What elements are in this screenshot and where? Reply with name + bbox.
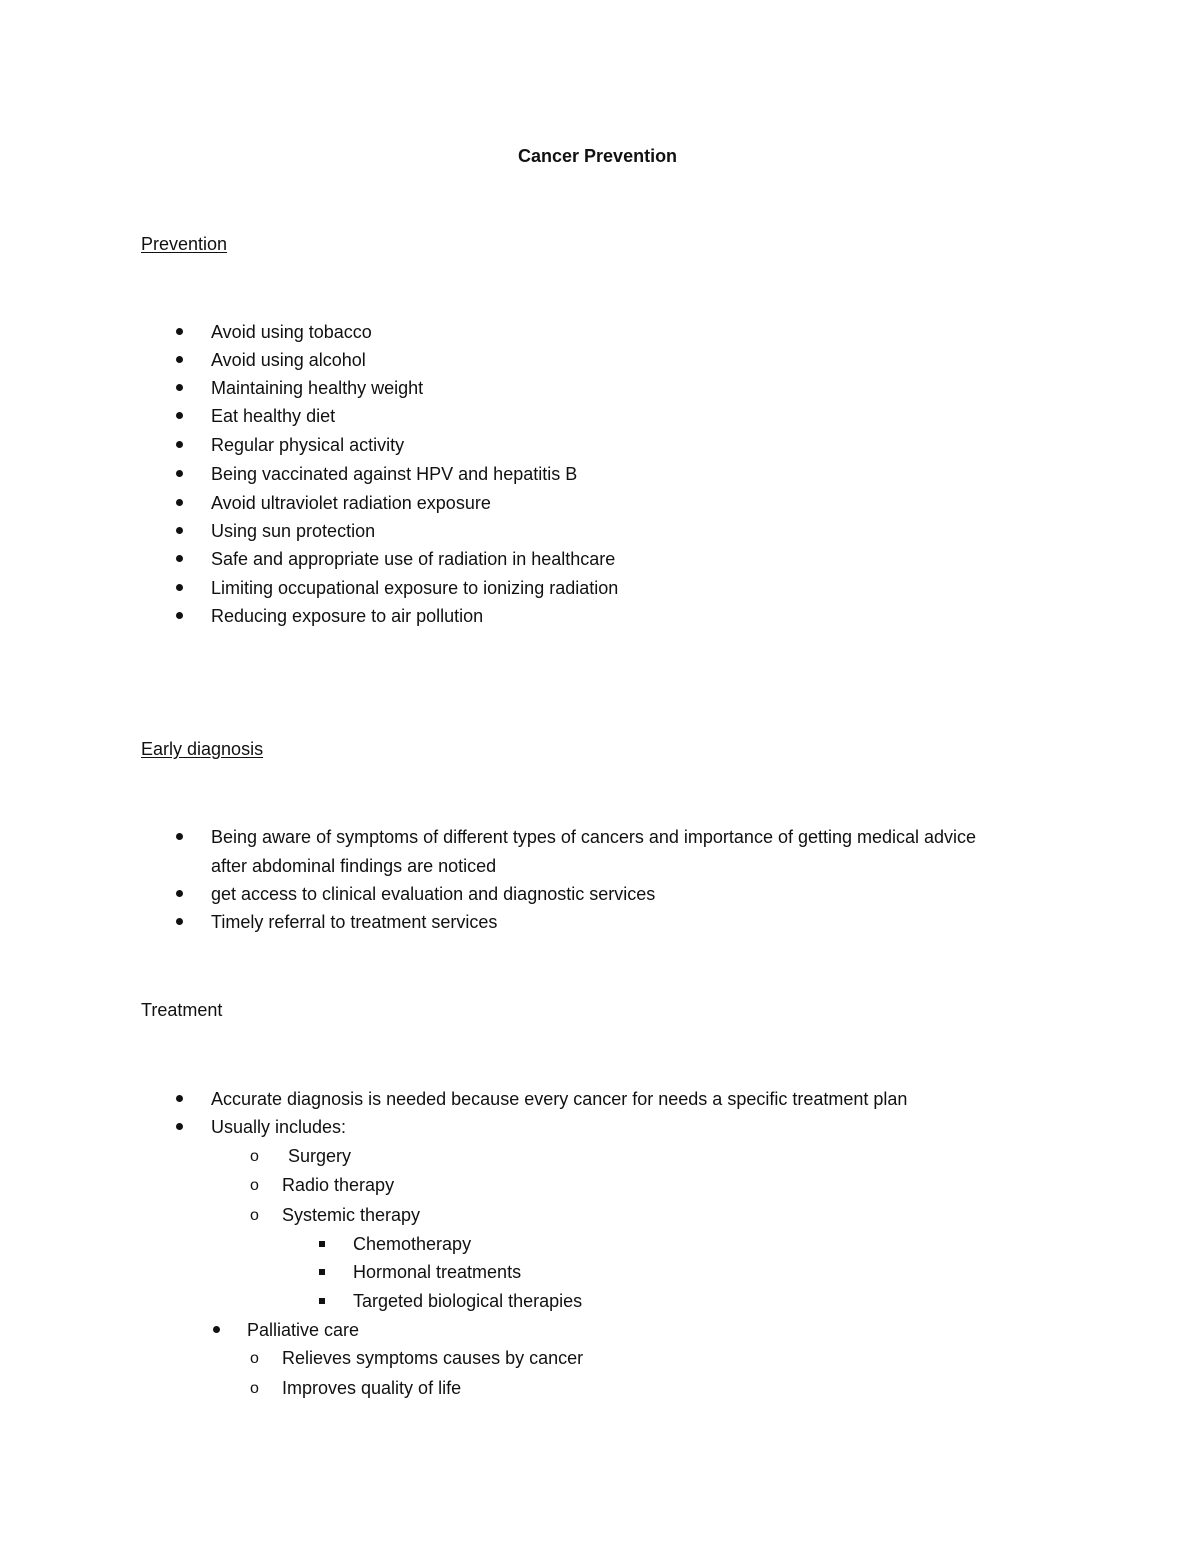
bullet-icon bbox=[213, 1319, 220, 1333]
bullet-icon bbox=[176, 911, 183, 925]
list-item: Accurate diagnosis is needed because every cancer for needs a specific treatment plan bbox=[211, 1089, 908, 1109]
list-item: Regular physical activity bbox=[211, 435, 405, 455]
sub-sub-list-item: Chemotherapy bbox=[353, 1234, 472, 1254]
circle-bullet-icon: o bbox=[250, 1380, 259, 1397]
list-item: Timely referral to treatment services bbox=[211, 912, 498, 932]
list-item: Safe and appropriate use of radiation in healthcare bbox=[211, 549, 616, 569]
list-item: Maintaining healthy weight bbox=[211, 378, 424, 398]
bullet-icon bbox=[176, 377, 183, 391]
list-item: Using sun protection bbox=[211, 521, 376, 541]
circle-bullet-icon: o bbox=[250, 1207, 259, 1224]
bullet-icon bbox=[176, 520, 183, 534]
list-item: Avoid using tobacco bbox=[211, 322, 372, 342]
bullet-icon bbox=[176, 883, 183, 897]
bullet-icon bbox=[176, 434, 183, 448]
list-item: Usually includes: bbox=[211, 1117, 347, 1137]
list-item: Reducing exposure to air pollution bbox=[211, 606, 484, 626]
sub-list-item: Radio therapy bbox=[282, 1175, 395, 1195]
page-title: Cancer Prevention bbox=[518, 146, 678, 166]
bullet-icon bbox=[176, 405, 183, 419]
section-heading-treatment: Treatment bbox=[141, 1000, 223, 1020]
sub-list-item: Improves quality of life bbox=[282, 1378, 462, 1398]
list-item: Avoid using alcohol bbox=[211, 350, 366, 370]
list-item: Eat healthy diet bbox=[211, 406, 336, 426]
list-item: Being vaccinated against HPV and hepatitis B bbox=[211, 464, 578, 484]
list-item: Limiting occupational exposure to ionizing radiation bbox=[211, 578, 619, 598]
bullet-icon bbox=[176, 577, 183, 591]
bullet-icon bbox=[176, 1116, 183, 1130]
bullet-icon bbox=[176, 492, 183, 506]
bullet-icon bbox=[176, 826, 183, 840]
list-item: Avoid ultraviolet radiation exposure bbox=[211, 493, 491, 513]
circle-bullet-icon: o bbox=[250, 1350, 259, 1367]
circle-bullet-icon: o bbox=[250, 1177, 259, 1194]
list-item: Palliative care bbox=[247, 1320, 360, 1340]
sub-list-item: Surgery bbox=[288, 1146, 352, 1166]
square-bullet-icon bbox=[319, 1290, 325, 1304]
list-item: Being aware of symptoms of different types of cancers and importance of getting medical advice bbox=[211, 827, 977, 847]
sub-sub-list-item: Hormonal treatments bbox=[353, 1262, 522, 1282]
sub-sub-list-item: Targeted biological therapies bbox=[353, 1291, 583, 1311]
circle-bullet-icon: o bbox=[250, 1148, 259, 1165]
bullet-icon bbox=[176, 349, 183, 363]
bullet-icon bbox=[176, 1088, 183, 1102]
section-heading-early-diagnosis: Early diagnosis bbox=[141, 739, 264, 759]
bullet-icon bbox=[176, 463, 183, 477]
section-heading-prevention: Prevention bbox=[141, 234, 228, 254]
list-item: get access to clinical evaluation and diagnostic services bbox=[211, 884, 656, 904]
list-item-continuation: after abdominal findings are noticed bbox=[211, 856, 497, 876]
square-bullet-icon bbox=[319, 1233, 325, 1247]
bullet-icon bbox=[176, 321, 183, 335]
sub-list-item: Relieves symptoms causes by cancer bbox=[282, 1348, 584, 1368]
sub-list-item: Systemic therapy bbox=[282, 1205, 421, 1225]
bullet-icon bbox=[176, 605, 183, 619]
bullet-icon bbox=[176, 548, 183, 562]
square-bullet-icon bbox=[319, 1261, 325, 1275]
